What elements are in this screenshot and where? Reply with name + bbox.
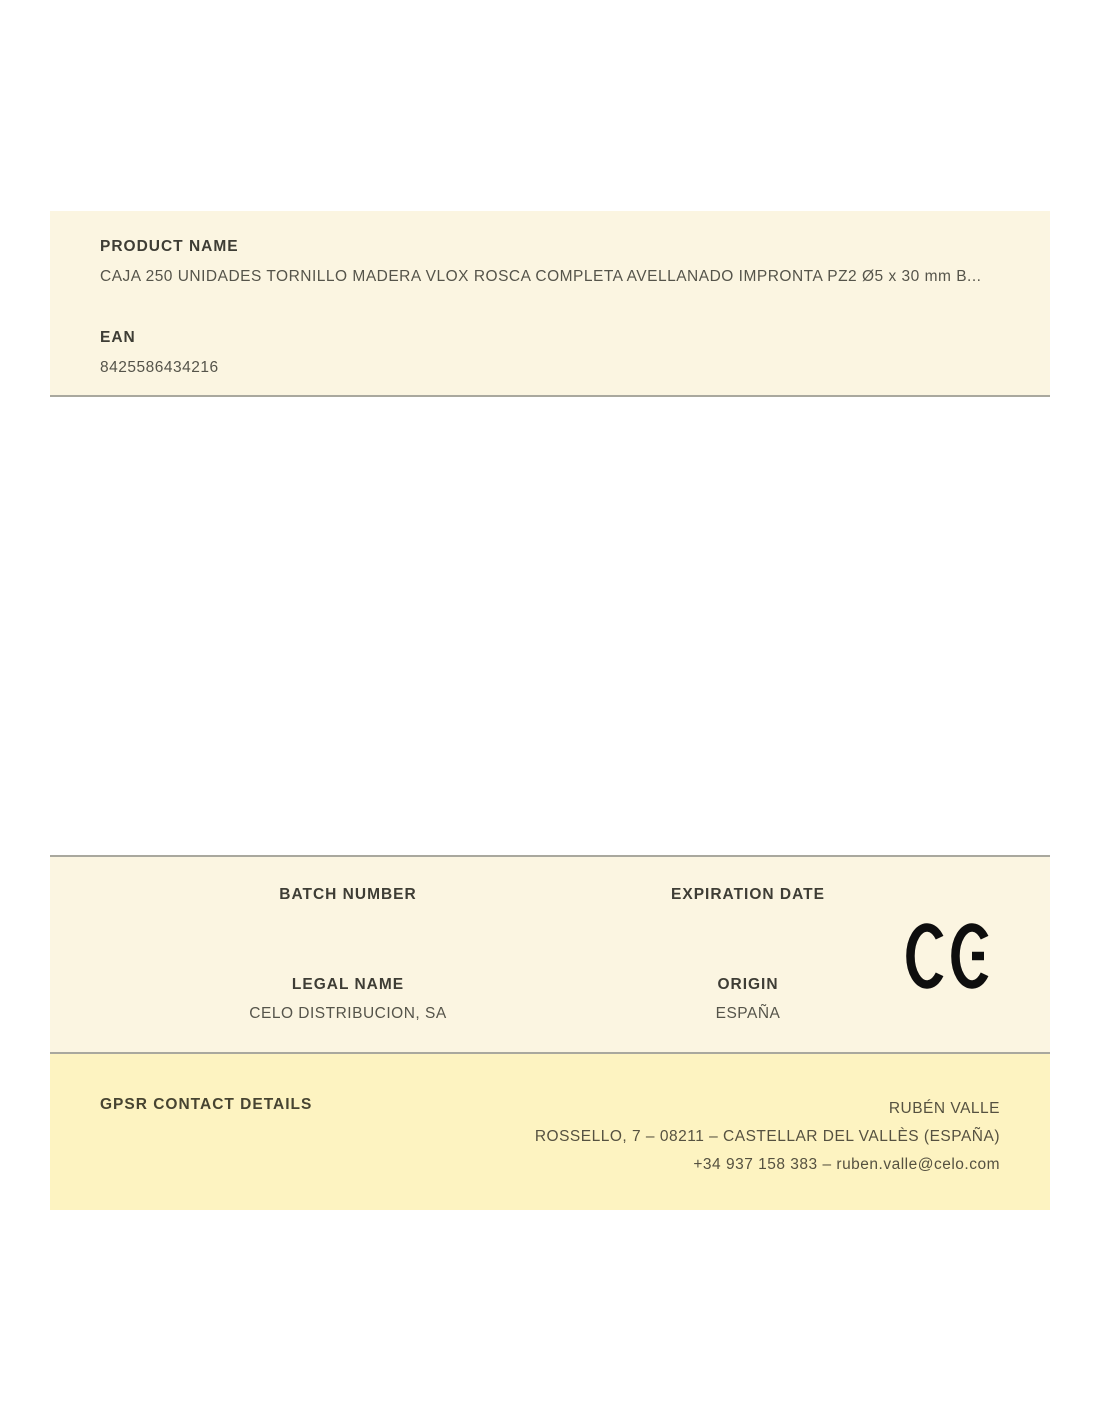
product-name-label: PRODUCT NAME: [100, 238, 239, 255]
gpsr-contact-address: ROSSELLO, 7 – 08211 – CASTELLAR DEL VALLÈS (ESPAÑA): [534, 1128, 1000, 1145]
legal-name-value: CELO DISTRIBUCION, SA: [249, 1005, 447, 1022]
ean-label: EAN: [100, 329, 136, 346]
expiration-date-label: EXPIRATION DATE: [671, 886, 825, 903]
batch-number-label: BATCH NUMBER: [279, 886, 417, 903]
ce-mark-icon: [906, 923, 994, 989]
gpsr-contact-name: RUBÉN VALLE: [888, 1100, 1000, 1117]
expiration-date-field: [498, 886, 998, 914]
ean-value: 8425586434216: [100, 359, 219, 376]
product-name-value: CAJA 250 UNIDADES TORNILLO MADERA VLOX ROSCA COMPLETA AVELLANADO IMPRONTA PZ2 Ø5 x 30 mm B...: [100, 268, 982, 285]
gpsr-contact-block: [535, 1095, 1000, 1179]
origin-label: ORIGIN: [717, 976, 779, 993]
traceability-section: [50, 855, 1050, 1054]
origin-value: ESPAÑA: [715, 1005, 781, 1022]
product-section: [50, 211, 1050, 397]
gpsr-contact-phone-email: +34 937 158 383 – ruben.valle@celo.com: [693, 1156, 1000, 1173]
gpsr-contact-details-label: GPSR CONTACT DETAILS: [100, 1096, 313, 1113]
gpsr-section: [50, 1054, 1050, 1210]
legal-name-label: LEGAL NAME: [291, 976, 405, 993]
